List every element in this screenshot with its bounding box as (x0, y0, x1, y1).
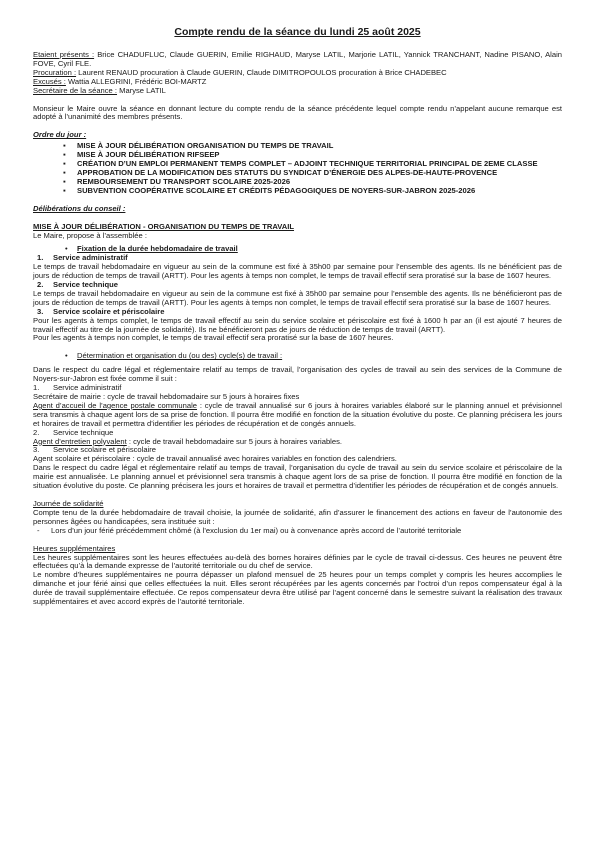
agenda-list (33, 142, 562, 195)
service-scolaire-text: Pour les agents à temps complet, le temps de travail effectif au sein du service scolaire et périscolaire est fixé à 1600 h par an (il est ajouté 7 heures de travail effectif au titre de la journée de solidarité). Ils ne bénéficieront pas de jours de réduction de temps de travail (ARTT). (33, 315, 562, 334)
service-technique-heading: 2. Service technique (37, 280, 118, 290)
service-scolaire-text-2: Pour les agents à temps non complet, le temps de travail effectif sera proratisé sur la base de 1607 heures. (33, 333, 394, 343)
presents-label: Etaient présents : (33, 50, 95, 59)
intro-paragraph: Monsieur le Maire ouvre la séance en donnant lecture du compte rendu de la séance précédente lequel compte rendu n’appelant aucune remarque est adopté à l’unanimité des membres présents. (33, 103, 562, 122)
cycle-technique-line: Agent d’entretien polyvalent : cycle de travail hebdomadaire sur 5 jours à horaires variables. (33, 436, 342, 446)
procuration-text: Laurent RENAUD procuration à Claude GUERIN, Claude DIMITROPOULOS procuration à Brice CHADEBEC (76, 67, 447, 77)
agenda-item: ▪ APPROBATION DE LA MODIFICATION DES STATUTS DU SYNDICAT D’ÉNERGIE DES ALPES-DE-HAUTE-PROVENCE (33, 169, 562, 178)
cycle-administratif-line: Secrétaire de mairie : cycle de travail hebdomadaire sur 5 jours à horaires fixes (33, 392, 300, 401)
procuration-label: Procuration : (33, 67, 77, 77)
agenda-item: ▪ SUBVENTION COOPÉRATIVE SCOLAIRE ET CRÉDITS PÉDAGOGIQUES DE NOYERS-SUR-JABRON 2025-2026 (33, 187, 562, 196)
service-administratif-heading: 1. Service administratif (37, 253, 128, 263)
cycle-administratif-heading: 1. Service administratif (33, 383, 122, 393)
agenda-item: ▪ REMBOURSEMENT DU TRANSPORT SCOLAIRE 2025-2026 (33, 178, 562, 187)
cycle-scolaire-line: Agent scolaire et périscolaire : cycle de travail annualisé avec horaires variables en fonction des calendriers. (33, 454, 397, 464)
service-technique-text: Le temps de travail hebdomadaire en vigueur au sein de la commune est fixé à 35h00 par semaine pour l’ensemble des agents. Ils ne bénéficieront pas de jours de réduction de temps de travail (ARTT). Pour les agents à temps non complet, le temps de travail effectif sera proratisé sur la base de 1607 heures. (33, 288, 562, 307)
ordre-du-jour-label: Ordre du jour : (33, 130, 87, 140)
agenda-item: ▪ CRÉATION D’UN EMPLOI PERMANENT TEMPS COMPLET – ADJOINT TECHNIQUE TERRITORIAL PRINCIPAL DE 2EME CLASSE (33, 160, 562, 169)
determination-subheading: • Détermination et organisation du (ou des) cycle(s) de travail : (33, 352, 562, 361)
cycle-technique-heading: 2. Service technique (33, 427, 114, 437)
heures-supplementaires-text-2: Le nombre d’heures supplémentaires ne pourra dépasser un plafond mensuel de 25 heures pour un temps complet y compris les heures accomplies le dimanche et jour férié ainsi que celles effectuées la nuit. Elles seront récupérées par les agents concernés par l’octroi d’un repos compensateur égal à la durée de travail supplémentaire effectuée. Ce repos compensateur devra être utilisé par l’agent concerné dans le semestre suivant la réalisation des travaux supplémentaires et avec accord exprès de l’autorité territoriale. (33, 570, 562, 607)
service-administratif-text: Le temps de travail hebdomadaire en vigueur au sein de la commune est fixé à 35h00 par semaine pour l’ensemble des agents. Ils ne bénéficient pas de jours de réduction de temps de travail (ARTT). Pour les agents à temps non complet, le temps de travail effectif sera proratisé sur la base de 1607 heures. (33, 262, 562, 281)
secretaire-line (33, 87, 562, 96)
solidarite-heading: Journée de solidarité (33, 498, 104, 508)
cycle-agence-postale: Agent d’accueil de l’agence postale communale : cycle de travail annualisé sur 6 jours à horaires variables élaboré sur le planning annuel et prévisionnel sera transmis à chaque agent lors de sa prise de fonction. Il pourra être modifié en fonction de la situation évolutive du poste. Ce planning précisera les jours et horaires de travail et permettra d’identifier les périodes de récupération et de congés annuels. (33, 400, 562, 428)
heures-supplementaires-heading: Heures supplémentaires (33, 543, 116, 553)
determination-intro: Dans le respect du cadre légal et réglementaire relatif au temps de travail, l’organisation des cycles de travail au sein des services de la Commune de Noyers-sur-Jabron est fixée comme il suit : (33, 365, 562, 384)
solidarite-text: Compte tenu de la durée hebdomadaire de travail choisie, la journée de solidarité, afin d’assurer le financement des actions en faveur de l’autonomie des personnes âgées ou handicapées, sera instituée suit : (33, 507, 562, 526)
presents-text: Brice CHADUFLUC, Claude GUERIN, Emilie RIGHAUD, Maryse LATIL, Marjorie LATIL, Yannick TRANCHANT, Nadine PISANO, Alain FOVE, Cyril FLE. (33, 50, 562, 68)
deliberations-label: Délibérations du conseil : (33, 203, 126, 213)
section-heading: MISE À JOUR DÉLIBÉRATION - ORGANISATION DU TEMPS DE TRAVAIL (33, 221, 295, 231)
secretaire-label: Secrétaire de la séance : (33, 85, 118, 95)
excuses-text: Wattia ALLEGRINI, Frédéric BOI-MARTZ (65, 76, 207, 86)
agenda-item: ▪ MISE À JOUR DÉLIBÉRATION RIFSEEP (33, 151, 562, 160)
heures-supplementaires-text: Les heures supplémentaires sont les heures effectuées au-delà des bornes horaires définies par le cycle de travail ci-dessus. Ces heures ne peuvent être effectuées qu’à la demande expresse de l’autorité territoriale ou du chef de service. (33, 552, 562, 571)
excuses-label: Excusés : (33, 76, 66, 86)
cycle-scolaire-heading: 3. Service scolaire et périscolaire (33, 445, 156, 455)
cycle-scolaire-text: Dans le respect du cadre légal et réglementaire relatif au temps de travail, l’organisation du cycle de travail au sein du service scolaire et périscolaire de la mairie est annualisée. Le planning annuel et prévisionnel sera transmis à chaque agent lors de sa prise de fonction. Il pourra être modifié en fonction de la situation évolutive du poste. Ce planning précisera les jours et horaires de travail et permettra d’identifier les périodes de récupération et de congés annuels. (33, 463, 562, 491)
secretaire-text: Maryse LATIL (117, 85, 166, 95)
section-lead: Le Maire, propose à l’assemblée : (33, 230, 147, 240)
document-title: Compte rendu de la séance du lundi 25 août 2025 (174, 26, 421, 38)
presents-line (33, 51, 562, 69)
fixation-subheading: • Fixation de la durée hebdomadaire de travail (33, 245, 562, 254)
agenda-item: ▪ MISE À JOUR DÉLIBÉRATION ORGANISATION DU TEMPS DE TRAVAIL (33, 142, 562, 151)
service-scolaire-heading: 3. Service scolaire et périscolaire (37, 306, 165, 316)
solidarite-item: - Lors d’un jour férié précédemment chômé (à l’exclusion du 1er mai) ou à convenance après accord de l’autorité territoriale (33, 527, 562, 536)
